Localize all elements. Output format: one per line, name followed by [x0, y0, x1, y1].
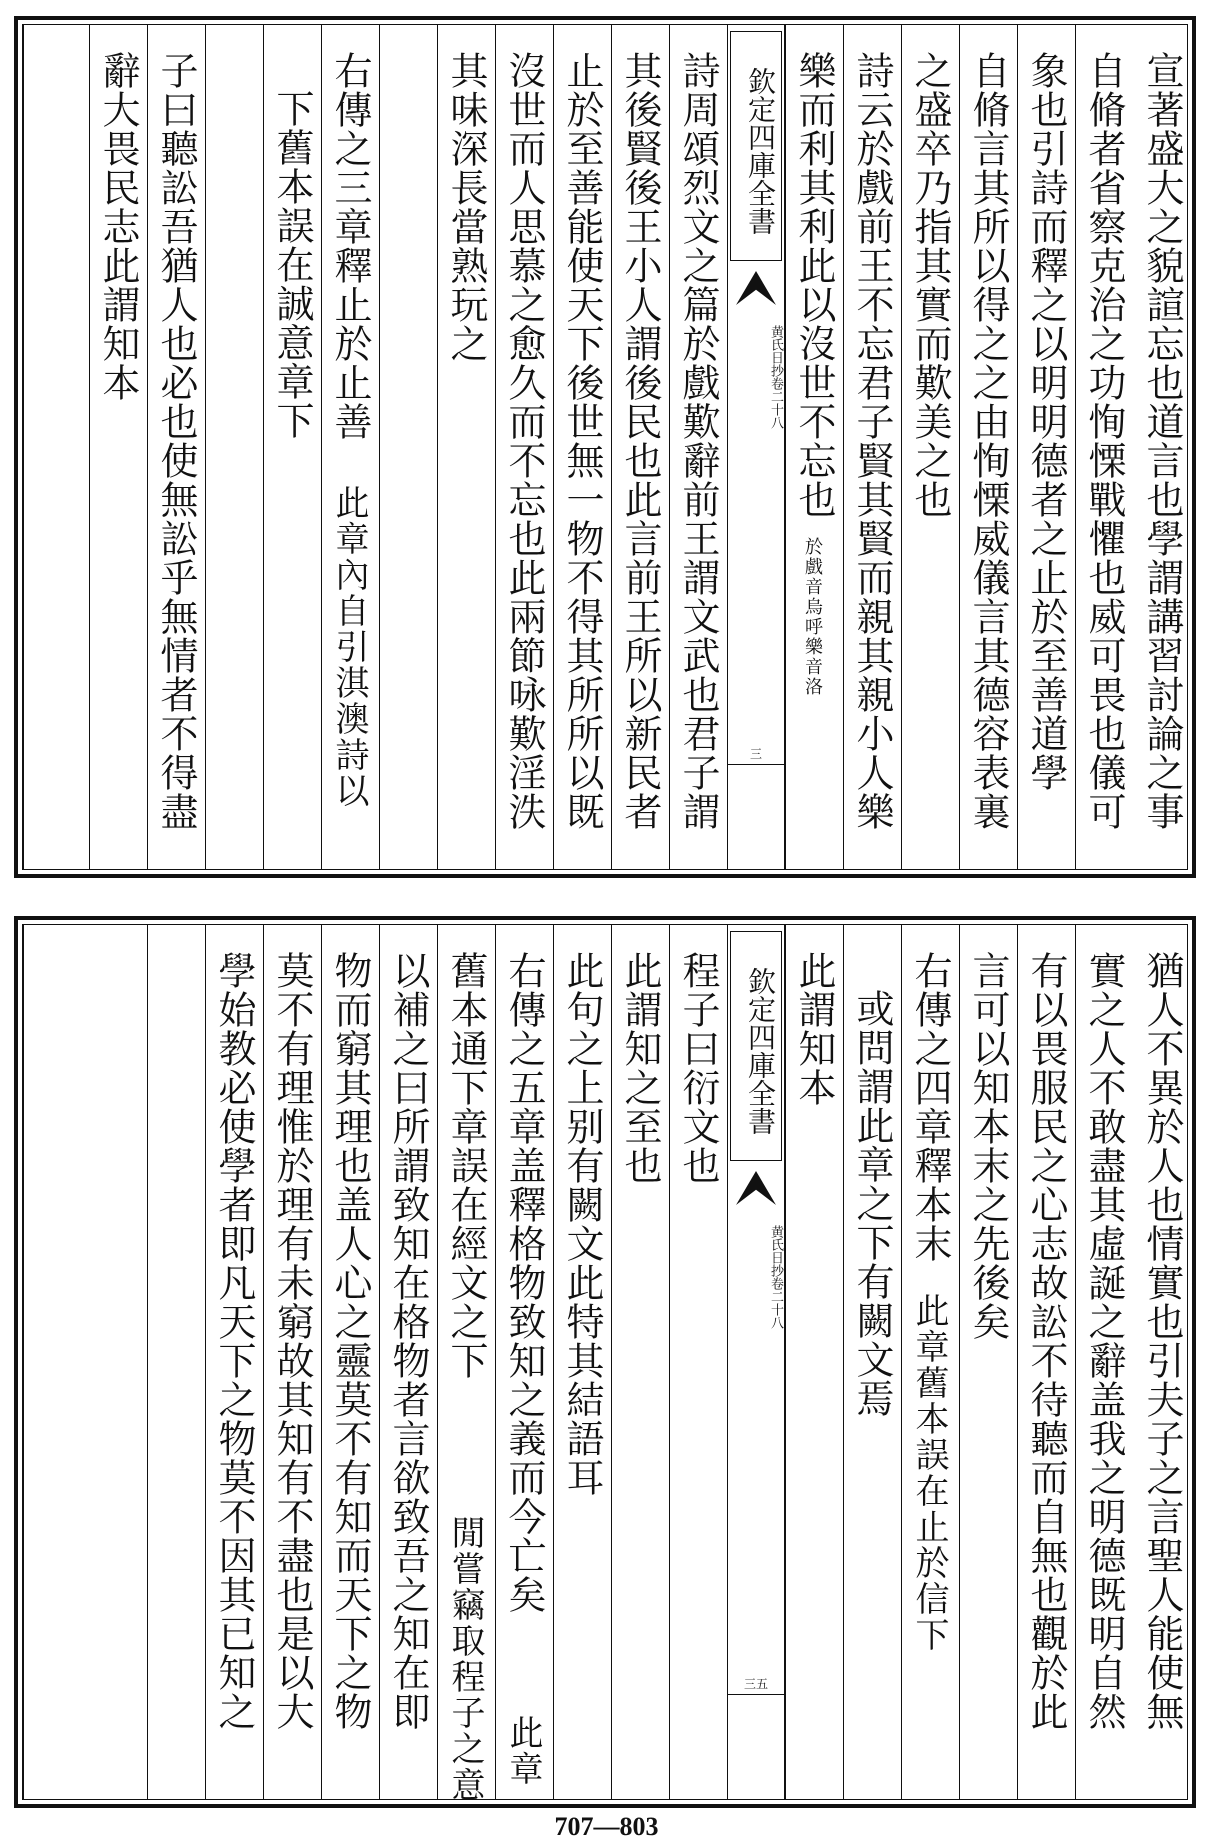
text-column: 程子曰衍文也	[669, 925, 727, 1799]
gutter-title: 欽定四庫全書	[730, 31, 782, 261]
annotation-note: 閒嘗竊取程子之意	[445, 1515, 485, 1803]
text-column: 猶人不異於人也情實也引夫子之言聖人能使無	[1140, 951, 1184, 1731]
text-column: 下舊本誤在誠意章下	[263, 25, 321, 869]
text-column	[23, 925, 147, 1799]
text-column: 舊本通下章誤在經文之下	[437, 925, 495, 1799]
text-column: 沒世而人思慕之愈久而不忘也此兩節咏歎淫泆	[495, 25, 553, 869]
gutter-book-name: 黄氏日抄	[768, 325, 783, 377]
gutter-volume: 卷二十八	[768, 1277, 783, 1329]
text-columns	[23, 25, 1187, 869]
page-frame	[22, 924, 1188, 1803]
gutter-title: 欽定四庫全書	[730, 931, 782, 1161]
page-reference-number: 707—803	[554, 1812, 659, 1841]
text-column: 右傳之四章釋本末	[901, 925, 959, 1799]
text-column: 以補之曰所謂致知在格物者言欲致吾之知在即	[379, 925, 437, 1799]
text-column: 實之人不敢盡其虛誕之辭盖我之明德既明自然	[1075, 925, 1133, 1799]
text-column: 自脩言其所以得之之由恂慄威儀言其德容表裏	[959, 25, 1017, 869]
text-column: 此句之上别有闕文此特其結語耳	[553, 925, 611, 1799]
text-column: 右傳之五章盖釋格物致知之義而今亡矣	[495, 925, 553, 1799]
page-top	[14, 16, 1196, 878]
text-columns	[23, 925, 1187, 1803]
gutter-volume: 卷二十八	[768, 377, 783, 429]
text-column: 自脩者省察克治之功恂慄戰懼也威可畏也儀可	[1075, 25, 1133, 869]
text-column: 辭大畏民志此謂知本	[89, 25, 147, 869]
text-column: 之盛卒乃指其實而歎美之也	[901, 25, 959, 869]
text-column: 此謂知之至也	[611, 925, 669, 1799]
text-column: 物而窮其理也盖人心之靈莫不有知而天下之物	[321, 925, 379, 1799]
column-text: 樂而利其利此以沒世不忘也	[792, 51, 836, 519]
annotation-note: 此章	[503, 1715, 543, 1787]
text-column: 莫不有理惟於理有未窮故其知有不盡也是以大	[263, 925, 321, 1799]
text-column: 子曰聽訟吾猶人也必也使無訟乎無情者不得盡	[147, 25, 205, 869]
page-bottom	[14, 916, 1196, 1808]
text-column: 象也引詩而釋之以明明德者之止於至善道學	[1017, 25, 1075, 869]
annotation-note: 此章內自引淇澳詩以	[329, 485, 369, 809]
leaf-number: 三五	[728, 1675, 784, 1695]
book-gutter	[727, 925, 785, 1799]
text-column: 言可以知本末之先後矣	[959, 925, 1017, 1799]
fishtail-mark-icon	[736, 271, 776, 305]
text-column: 此謂知本	[785, 925, 843, 1799]
text-column	[205, 25, 263, 869]
text-column: 詩周頌烈文之篇於戲歎辭前王謂文武也君子謂	[669, 25, 727, 869]
text-column: 其味深長當熟玩之	[437, 25, 495, 869]
page-frame	[22, 24, 1188, 870]
text-column: 有以畏服民之心志故訟不待聽而自無也觀於此	[1017, 925, 1075, 1799]
text-column: 止於至善能使天下後世無一物不得其所所以既	[553, 25, 611, 869]
text-column	[379, 25, 437, 869]
fishtail-mark-icon	[736, 1171, 776, 1205]
leaf-number: 三	[728, 745, 784, 765]
annotation-note: 於戲音烏呼樂音洛	[802, 537, 823, 697]
text-column: 其後賢後王小人謂後民也此言前王所以新民者	[611, 25, 669, 869]
text-column: 宣著盛大之貌諠忘也道言也學謂講習討論之事	[1140, 51, 1184, 831]
annotation-note: 此章舊本誤在止於信下	[909, 1293, 949, 1653]
text-column: 詩云於戲前王不忘君子賢其賢而親其親小人樂	[843, 25, 901, 869]
text-column: 學始教必使學者即凡天下之物莫不因其已知之	[205, 925, 263, 1799]
book-gutter	[727, 25, 785, 869]
text-column: 右傳之三章釋止於止善	[321, 25, 379, 869]
text-column	[147, 925, 205, 1799]
gutter-subtitle	[728, 325, 784, 429]
gutter-subtitle	[728, 1225, 784, 1329]
text-column	[23, 25, 89, 869]
text-column: 或問謂此章之下有闕文焉	[843, 925, 901, 1799]
gutter-book-name: 黄氏日抄	[768, 1225, 783, 1277]
